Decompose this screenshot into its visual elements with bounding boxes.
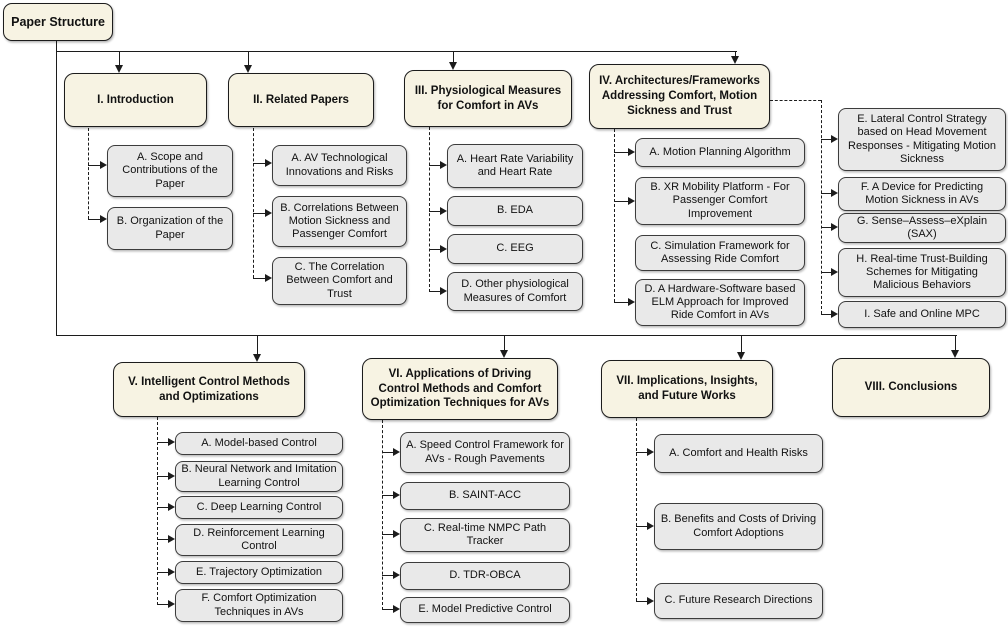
arrow-to-section-4 xyxy=(731,51,740,64)
arrow-to-section-7 xyxy=(737,335,746,360)
arrow-section-6-item-b xyxy=(382,491,400,500)
section-4-item-d: D. A Hardware-Software based ELM Approach for Improved Ride Comfort in AVs xyxy=(635,279,805,326)
arrow-section-1-item-b xyxy=(88,215,107,224)
section-5-item-d: D. Reinforcement Learning Control xyxy=(175,524,343,556)
section-4-item-b: B. XR Mobility Platform - For Passenger Comfort Improvement xyxy=(635,177,805,225)
section-3-item-c: C. EEG xyxy=(447,234,583,264)
arrow-to-section-2 xyxy=(244,51,253,73)
section-7-item-b: B. Benefits and Costs of Driving Comfort Adoptions xyxy=(654,503,823,550)
section-6-item-a: A. Speed Control Framework for AVs - Rough Pavements xyxy=(400,432,570,473)
arrow-section-3-item-b xyxy=(429,207,447,216)
section-6-box: VI. Applications of Driving Control Methods and Comfort Optimization Techniques for AVs xyxy=(362,358,558,420)
section-4-box: IV. Architectures/Frameworks Addressing Comfort, Motion Sickness and Trust xyxy=(589,64,770,129)
arrow-section-5-item-e xyxy=(157,568,175,577)
section-2-item-c: C. The Correlation Between Comfort and Trust xyxy=(272,257,407,305)
connector-section-4-side-vertical xyxy=(821,100,822,314)
arrow-section-5-item-c xyxy=(157,503,175,512)
connector-section-4-side-horizontal xyxy=(770,100,821,101)
arrow-section-1-item-a xyxy=(88,161,107,170)
arrow-to-section-6 xyxy=(500,335,509,358)
section-5-item-a: A. Model-based Control xyxy=(175,432,343,455)
section-5-box: V. Intelligent Control Methods and Optimizations xyxy=(113,362,305,417)
arrow-section-3-item-d xyxy=(429,287,447,296)
section-7-item-a: A. Comfort and Health Risks xyxy=(654,434,823,473)
arrow-to-section-5 xyxy=(253,335,262,362)
connector-root-vertical xyxy=(56,41,57,335)
side-item-f: F. A Device for Predicting Motion Sickness in AVs xyxy=(838,177,1006,211)
side-item-h: H. Real-time Trust-Building Schemes for Mitigating Malicious Behaviors xyxy=(838,248,1006,297)
section-6-item-d: D. TDR-OBCA xyxy=(400,562,570,590)
arrow-section-6-item-d xyxy=(382,571,400,580)
section-2-item-a: A. AV Technological Innovations and Risks xyxy=(272,145,407,186)
section-4-item-c: C. Simulation Framework for Assessing Ride Comfort xyxy=(635,235,805,271)
section-5-item-b: B. Neural Network and Imitation Learning Control xyxy=(175,461,343,492)
arrow-section-4-item-d xyxy=(614,298,635,307)
section-6-item-c: C. Real-time NMPC Path Tracker xyxy=(400,518,570,552)
section-7-box: VII. Implications, Insights, and Future Works xyxy=(601,360,773,418)
arrow-section-7-item-a xyxy=(636,448,654,457)
arrow-section-6-item-e xyxy=(382,605,400,614)
arrow-to-section-1 xyxy=(115,51,124,73)
section-2-item-b: B. Correlations Between Motion Sickness and Passenger Comfort xyxy=(272,196,407,247)
arrow-section-2-item-a xyxy=(253,159,272,168)
section-1-box: I. Introduction xyxy=(64,73,207,127)
section-5-item-c: C. Deep Learning Control xyxy=(175,496,343,519)
arrow-section-2-item-c xyxy=(253,274,272,283)
arrow-to-section-8 xyxy=(951,335,960,358)
arrow-side-item-h xyxy=(821,268,838,277)
section-3-item-b: B. EDA xyxy=(447,196,583,226)
connector-section-2-dashed xyxy=(253,128,254,278)
arrow-section-6-item-c xyxy=(382,530,400,539)
arrow-section-4-item-a xyxy=(614,148,635,157)
connector-section-7-dashed xyxy=(636,418,637,601)
section-7-item-c: C. Future Research Directions xyxy=(654,583,823,619)
arrow-to-section-3 xyxy=(449,51,458,70)
section-2-box: II. Related Papers xyxy=(228,73,374,127)
arrow-side-item-i xyxy=(821,310,838,319)
side-item-g: G. Sense–Assess–eXplain (SAX) xyxy=(838,213,1006,243)
section-1-item-b: B. Organization of the Paper xyxy=(107,207,233,250)
arrow-side-item-g xyxy=(821,223,838,232)
side-item-i: I. Safe and Online MPC xyxy=(838,301,1006,328)
arrow-side-item-f xyxy=(821,189,838,198)
arrow-section-6-item-a xyxy=(382,448,400,457)
arrow-section-5-item-d xyxy=(157,535,175,544)
connector-row1-horizontal xyxy=(56,51,737,52)
arrow-section-3-item-c xyxy=(429,245,447,254)
arrow-section-3-item-a xyxy=(429,161,447,170)
section-4-item-a: A. Motion Planning Algorithm xyxy=(635,138,805,167)
section-6-item-b: B. SAINT-ACC xyxy=(400,482,570,510)
section-8-box: VIII. Conclusions xyxy=(832,358,990,417)
section-5-item-f: F. Comfort Optimization Techniques in AVs xyxy=(175,589,343,622)
side-item-e: E. Lateral Control Strategy based on Head Movement Responses - Mitigating Motion Sickness xyxy=(838,108,1006,171)
section-3-item-d: D. Other physiological Measures of Comfort xyxy=(447,272,583,311)
section-1-item-a: A. Scope and Contributions of the Paper xyxy=(107,145,233,197)
root-box: Paper Structure xyxy=(3,3,113,41)
section-5-item-e: E. Trajectory Optimization xyxy=(175,561,343,584)
arrow-section-5-item-f xyxy=(157,600,175,609)
section-3-item-a: A. Heart Rate Variability and Heart Rate xyxy=(447,144,583,188)
arrow-side-item-e xyxy=(821,135,838,144)
arrow-section-7-item-b xyxy=(636,522,654,531)
connector-section-1-dashed xyxy=(88,128,89,219)
section-6-item-e: E. Model Predictive Control xyxy=(400,597,570,623)
arrow-section-7-item-c xyxy=(636,597,654,606)
arrow-section-5-item-b xyxy=(157,472,175,481)
arrow-section-2-item-b xyxy=(253,209,272,218)
arrow-section-4-item-b xyxy=(614,197,635,206)
arrow-section-5-item-a xyxy=(157,438,175,447)
section-3-box: III. Physiological Measures for Comfort in AVs xyxy=(404,70,572,127)
